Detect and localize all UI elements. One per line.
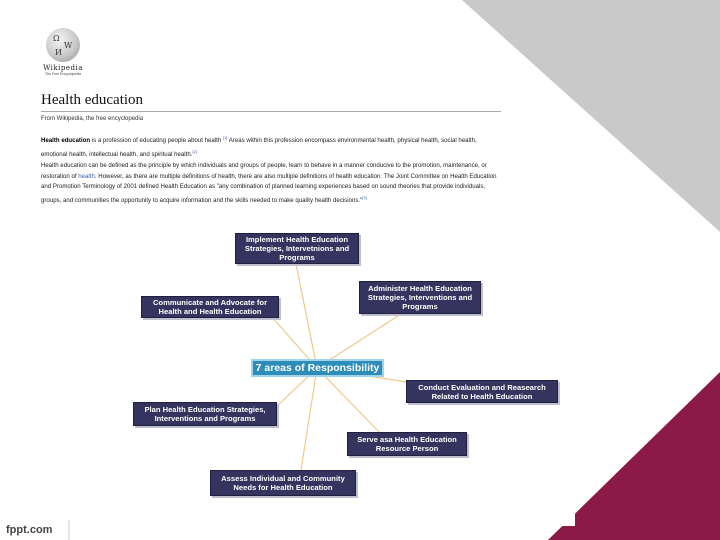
article-title: Health education	[41, 92, 144, 108]
paragraph-2-text: Health education can be defined as the principle by which individuals and groups of people, learn to behave in a manner conducive to the promotion, maintenance, or restoration of	[41, 162, 487, 180]
connector-implement	[296, 264, 317, 368]
connector-assess	[301, 368, 317, 470]
connector-serve	[317, 368, 381, 434]
footer-brand: fppt.com	[6, 524, 53, 536]
wikipedia-logo	[38, 28, 88, 80]
puzzle-globe-icon: Ω W И	[46, 28, 80, 62]
logo-tagline: The Free Encyclopedia	[45, 72, 81, 76]
reference-3[interactable]: [3]	[362, 194, 367, 200]
title-divider	[41, 111, 501, 112]
responsibility-diagram	[75, 218, 575, 526]
node-implement: Implement Health Education Strategies, Intervetnions and Programs	[235, 233, 359, 264]
health-link[interactable]: health	[78, 172, 95, 180]
paragraph-term: Health education	[41, 137, 91, 145]
center-node: 7 areas of Responsibility	[251, 359, 384, 377]
article-source-line: From Wikipedia, the free encyclopedia	[41, 116, 144, 122]
paragraph-1-text: is a profession of educating people about health	[90, 137, 223, 145]
reference-1[interactable]: [1]	[222, 135, 228, 140]
paragraph-1-text-2: Areas within this profession encompass environmental health, physical health, social health, emotional health, intellectual health, and spiritual health.	[41, 137, 477, 158]
reference-2[interactable]: [2]	[192, 148, 197, 154]
node-serve: Serve asa Health Education Resource Person	[347, 432, 467, 456]
paragraph-1	[41, 133, 501, 160]
logo-wordmark: Wikipedia	[43, 64, 83, 72]
node-administer: Administer Health Education Strategies, Interventions and Programs	[359, 281, 481, 314]
article-excerpt	[38, 88, 504, 220]
node-communicate: Communicate and Advocate for Health and Health Education	[141, 296, 279, 318]
node-evaluate: Conduct Evaluation and Reasearch Related to Health Education	[406, 380, 558, 403]
node-plan: Plan Health Education Strategies, Interventions and Programs	[133, 402, 277, 426]
paragraph-2-text-2: . However, as there are multiple definitions of health, there are also multiple definitions of health education. The Joint Committee on Health Education and Promotion Terminology of 2001 defined Health Education as "any combination of planned learning experiences based on sound theories that provide individuals, groups, and communities the opportunity to acquire information and the skills needed to make quality health decisions."	[41, 172, 497, 204]
node-assess: Assess Individual and Community Needs for Health Education	[210, 470, 356, 496]
paragraph-2	[41, 161, 501, 206]
